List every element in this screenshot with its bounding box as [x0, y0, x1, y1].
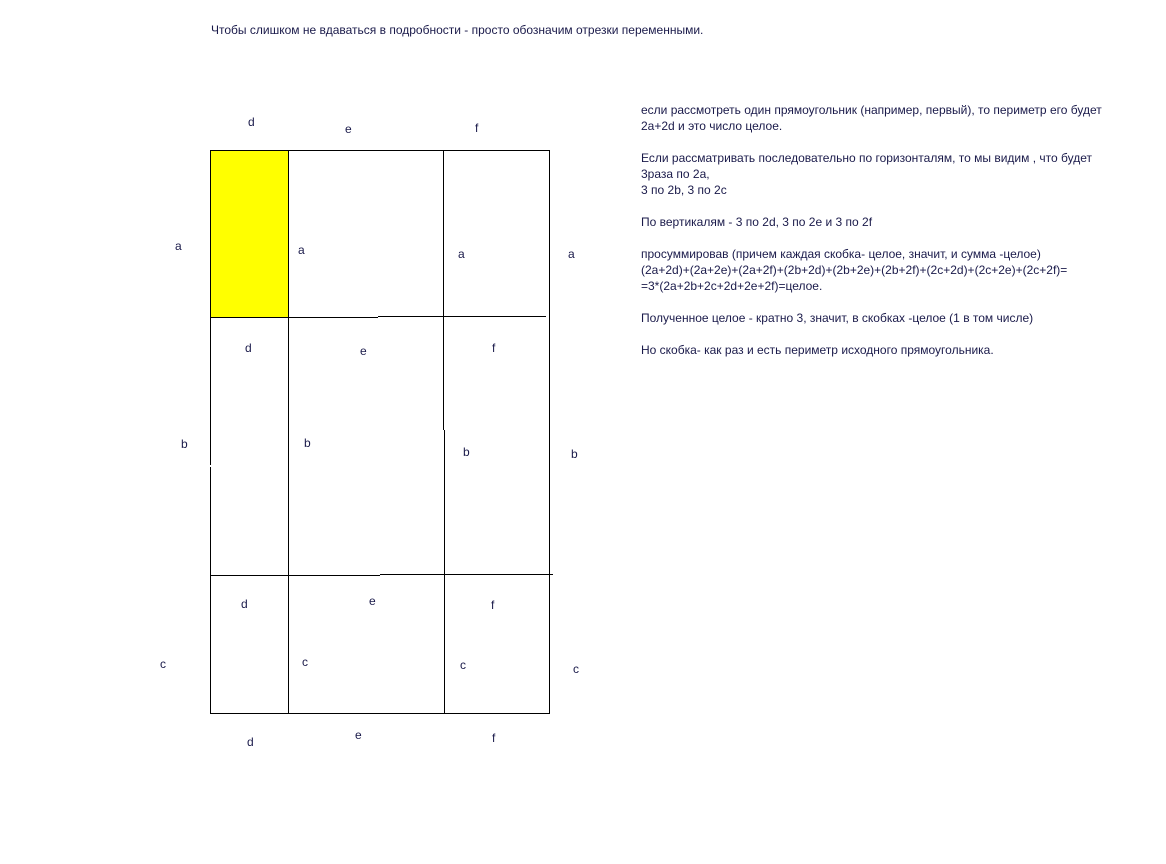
- grid-line-right: [549, 150, 550, 714]
- explanation-line: просуммировав (причем каждая скобка- целое, значит, и сумма -целое): [641, 247, 1041, 261]
- explanation-line: Полученное целое - кратно 3, значит, в скобках -целое (1 в том числе): [641, 311, 1034, 325]
- grid-line-row2b: [380, 574, 553, 575]
- label-left-a: a: [175, 239, 182, 253]
- label-r3-d: d: [241, 597, 248, 611]
- label-right-a: a: [568, 247, 575, 261]
- grid-line-top: [210, 150, 550, 151]
- explanation-line: если рассмотреть один прямоугольник (например, первый), то периметр его будет: [641, 103, 1102, 117]
- label-r2-d: d: [245, 341, 252, 355]
- label-r3-c-col2: c: [302, 655, 308, 669]
- label-r2-f: f: [492, 341, 496, 355]
- label-r1-a-col3: a: [458, 247, 465, 261]
- label-bottom-f: f: [492, 731, 496, 745]
- explanation-line: Но скобка- как раз и есть периметр исходного прямоугольника.: [641, 343, 994, 357]
- label-bottom-e: e: [355, 728, 362, 742]
- grid-line-col2-top: [443, 150, 444, 430]
- label-r2-b-col2: b: [304, 436, 311, 450]
- label-r3-c-col3: c: [460, 658, 466, 672]
- grid-line-col2-bottom: [444, 430, 445, 714]
- label-right-b: b: [571, 447, 578, 461]
- label-top-e: e: [345, 122, 352, 136]
- label-left-b: b: [181, 437, 188, 451]
- label-right-c: c: [573, 662, 579, 676]
- label-r2-e: e: [360, 344, 367, 358]
- label-r3-f: f: [491, 598, 495, 612]
- explanation-line: =3*(2a+2b+2c+2d+2e+2f)=целое.: [641, 279, 823, 293]
- label-r3-e: e: [369, 594, 376, 608]
- label-top-d: d: [248, 115, 255, 129]
- label-bottom-d: d: [247, 735, 254, 749]
- grid-line-row1: [210, 317, 378, 318]
- explanation-line: (2a+2d)+(2a+2e)+(2a+2f)+(2b+2d)+(2b+2e)+(2b+2f)+(2c+2d)+(2c+2e)+(2c+2f)=: [641, 263, 1068, 277]
- grid-line-col1: [288, 150, 289, 714]
- grid-line-bottom: [210, 713, 550, 714]
- label-left-c: c: [160, 657, 166, 671]
- explanation-line: Если рассматривать последовательно по горизонталям, то мы видим , что будет: [641, 151, 1092, 165]
- explanation-line: 3раза по 2a,: [641, 167, 710, 181]
- explanation-text: [641, 102, 1102, 358]
- grid-line-row2: [210, 575, 380, 576]
- label-r2-b-col3: b: [463, 445, 470, 459]
- label-r1-a-col2: a: [298, 243, 305, 257]
- label-top-f: f: [475, 121, 479, 135]
- grid-line-row1b: [378, 316, 546, 317]
- header-title: Чтобы слишком не вдаваться в подробности - просто обозначим отрезки переменными.: [211, 23, 704, 37]
- explanation-line: 2a+2d и это число целое.: [641, 119, 783, 133]
- explanation-line: По вертикалям - 3 по 2d, 3 по 2e и 3 по 2f: [641, 215, 873, 229]
- highlighted-cell: [211, 151, 288, 317]
- grid-line-left-bottom: [210, 467, 211, 714]
- explanation-line: 3 по 2b, 3 по 2c: [641, 183, 727, 197]
- grid-line-left-top: [210, 150, 211, 465]
